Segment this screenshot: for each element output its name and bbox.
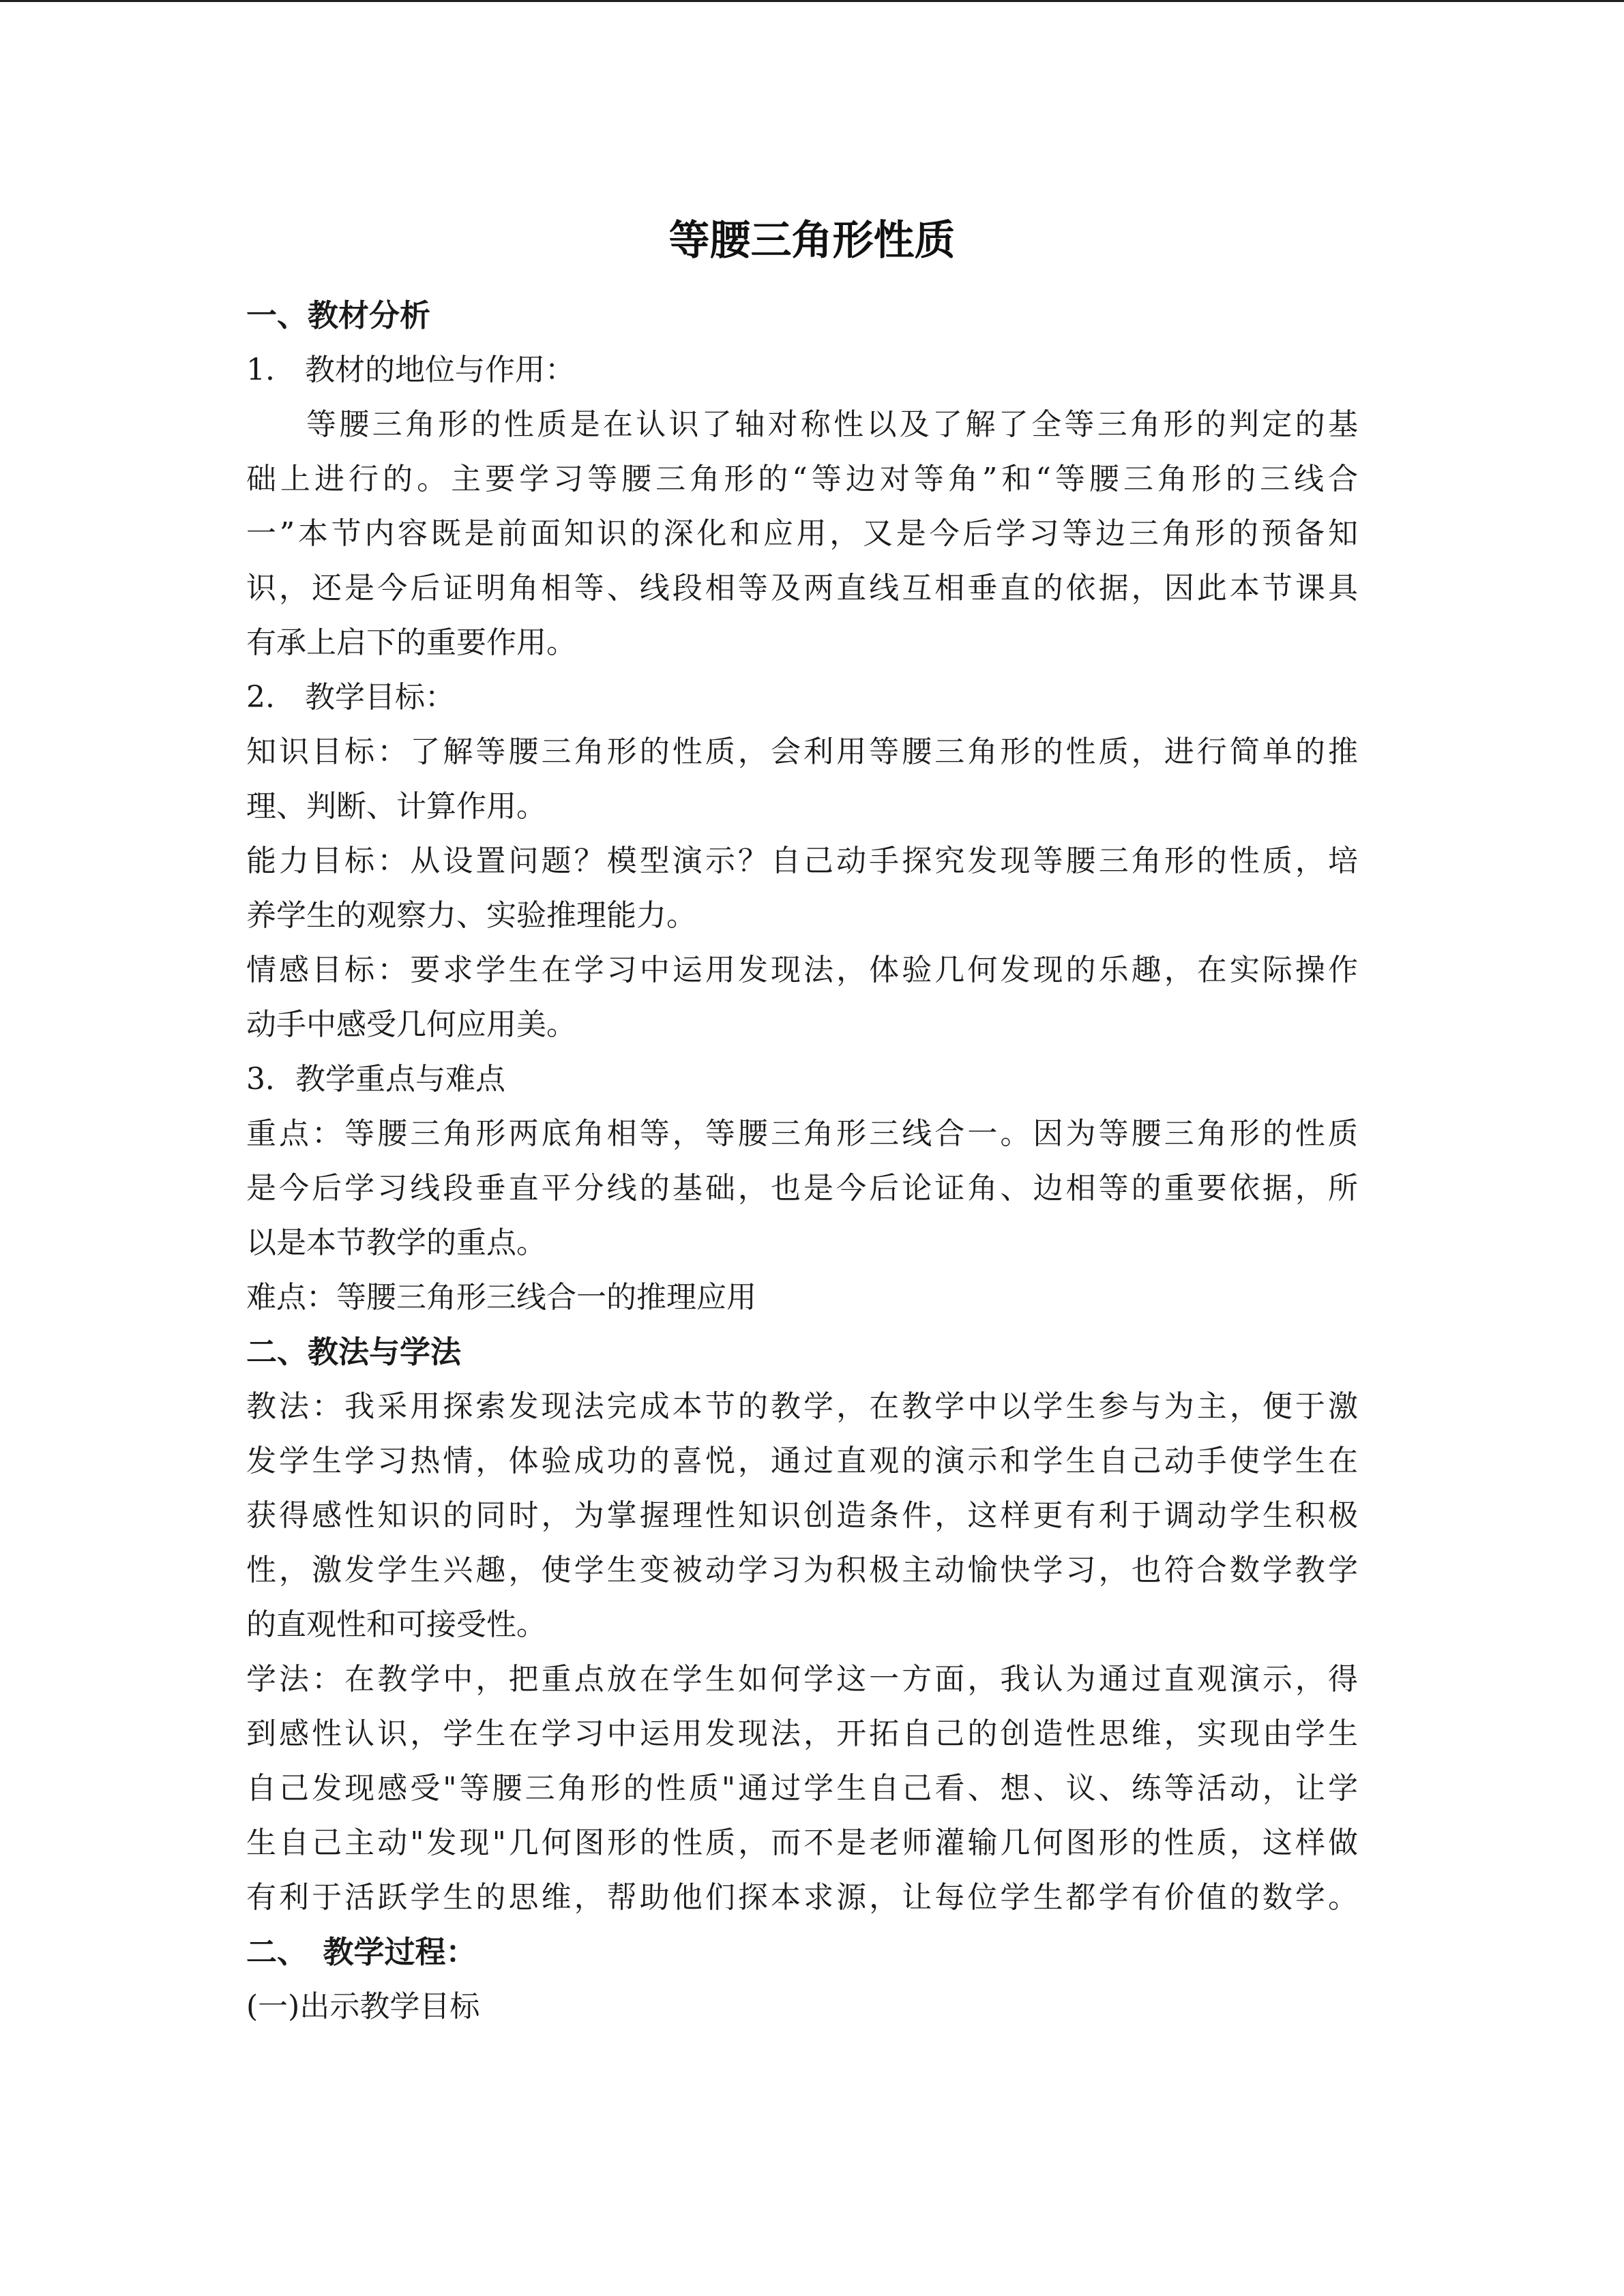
text-line: 学法：在教学中，把重点放在学生如何学这一方面，我认为通过直观演示，得 xyxy=(246,1662,1358,1697)
text-line: 理、判断、计算作用。 xyxy=(246,789,546,824)
text-line: 难点：等腰三角形三线合一的推理应用 xyxy=(246,1280,756,1315)
text-line: 教法：我采用探索发现法完成本节的教学，在教学中以学生参与为主，便于激 xyxy=(246,1389,1358,1424)
text-line: 的直观性和可接受性。 xyxy=(246,1607,546,1642)
text-line: 获得感性知识的同时，为掌握理性知识创造条件，这样更有利于调动学生积极 xyxy=(246,1498,1358,1533)
section-heading: 二、 教学过程： xyxy=(246,1934,477,1970)
text-line: 生自己主动"发现"几何图形的性质，而不是老师灌输几何图形的性质，这样做 xyxy=(246,1825,1358,1860)
text-line: 一”本节内容既是前面知识的深化和应用，又是今后学习等边三角形的预备知 xyxy=(246,516,1358,551)
text-line: 知识目标：了解等腰三角形的性质，会利用等腰三角形的性质，进行简单的推 xyxy=(246,734,1358,769)
text-line: 重点：等腰三角形两底角相等，等腰三角形三线合一。因为等腰三角形的性质 xyxy=(246,1116,1358,1151)
text-line: 等腰三角形的性质是在认识了轴对称性以及了解了全等三角形的判定的基 xyxy=(306,407,1358,442)
text-line: 性，激发学生兴趣，使学生变被动学习为积极主动愉快学习，也符合数学教学 xyxy=(246,1553,1358,1587)
document-body xyxy=(246,288,1358,2034)
text-line: 能力目标：从设置问题？模型演示？自己动手探究发现等腰三角形的性质，培 xyxy=(246,844,1358,878)
text-line: 养学生的观察力、实验推理能力。 xyxy=(246,898,696,933)
document-title: 等腰三角形性质 xyxy=(668,217,956,265)
text-line: 1. 教材的地位与作用： xyxy=(246,353,575,387)
text-line: 到感性认识，学生在学习中运用发现法，开拓自己的创造性思维，实现由学生 xyxy=(246,1716,1358,1751)
text-line: 2. 教学目标： xyxy=(246,680,455,715)
text-line: 识，还是今后证明角相等、线段相等及两直线互相垂直的依据，因此本节课具 xyxy=(246,571,1358,606)
text-line: 有利于活跃学生的思维，帮助他们探本求源，让每位学生都学有价值的数学。 xyxy=(246,1880,1358,1915)
text-line: 情感目标：要求学生在学习中运用发现法，体验几何发现的乐趣，在实际操作 xyxy=(246,953,1358,987)
text-line: 3．教学重点与难点 xyxy=(246,1062,505,1097)
section-heading: 一、教材分析 xyxy=(246,297,431,333)
text-line: 以是本节教学的重点。 xyxy=(246,1225,546,1260)
text-line: (一)出示教学目标 xyxy=(246,1989,480,2024)
section-heading: 二、教法与学法 xyxy=(246,1334,462,1370)
text-line: 是今后学习线段垂直平分线的基础，也是今后论证角、边相等的重要依据，所 xyxy=(246,1171,1358,1206)
text-line: 发学生学习热情，体验成功的喜悦，通过直观的演示和学生自己动手使学生在 xyxy=(246,1444,1358,1478)
text-line: 础上进行的。主要学习等腰三角形的“等边对等角”和“等腰三角形的三线合 xyxy=(246,462,1358,496)
text-line: 自己发现感受"等腰三角形的性质"通过学生自己看、想、议、练等活动，让学 xyxy=(246,1771,1358,1806)
text-line: 动手中感受几何应用美。 xyxy=(246,1007,576,1042)
text-line: 有承上启下的重要作用。 xyxy=(246,625,576,660)
